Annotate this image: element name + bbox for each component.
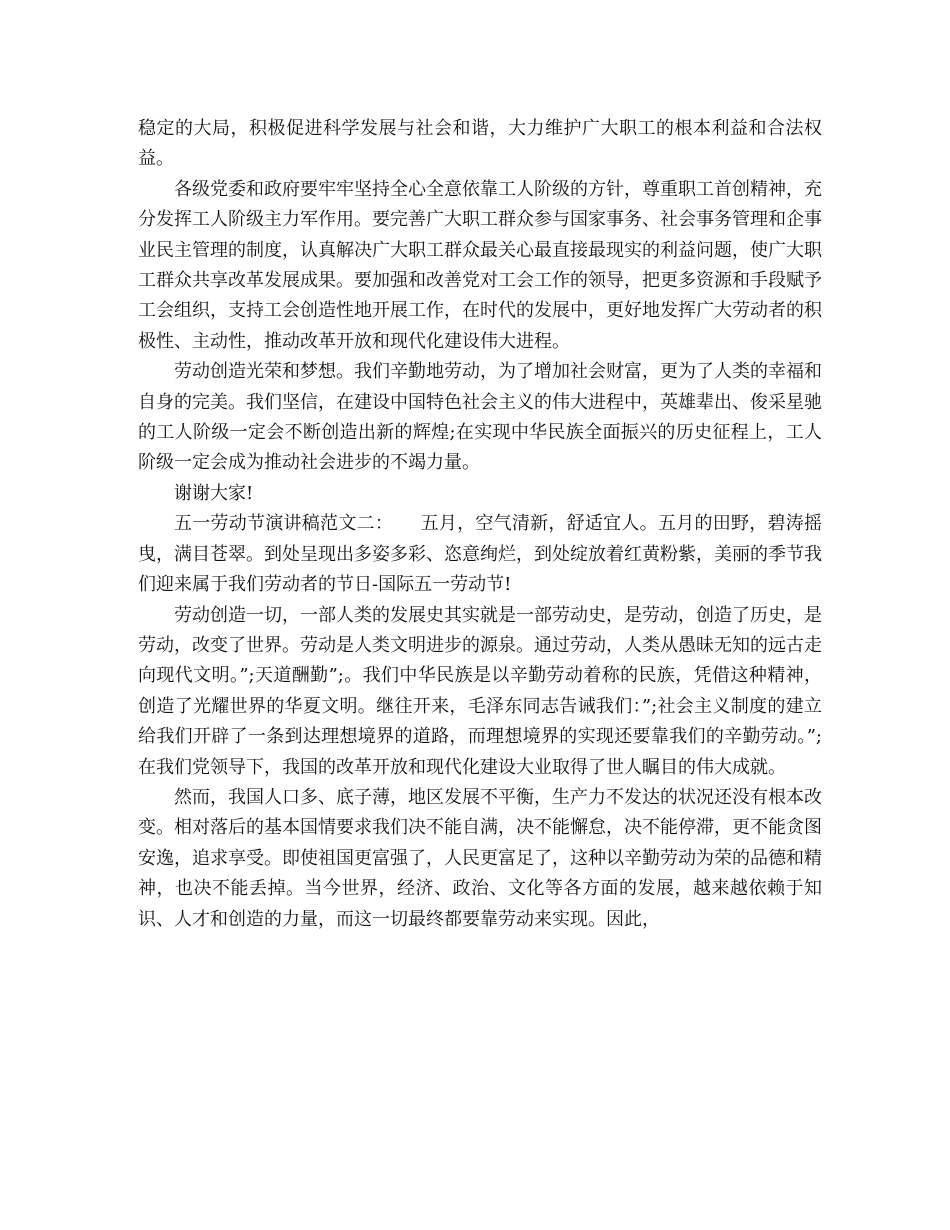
paragraph-thanks: 谢谢大家! [174,482,254,504]
paragraph: 各级党委和政府要牢牢坚持全心全意依靠工人阶级的方针，尊重职工首创精神，充分发挥工人阶级主力军作用。要完善广大职工群众参与国家事务、社会事务管理和企事业民主管理的制度，认真解决广大职工群众最关心最直接最现实的利益问题，使广大职工群众共享改革发展成果。要加强和改善党对工会工作的领导，把更多资源和手段赋予工会组织，支持工会创造性地开展工作，在时代的发展中，更好地发挥广大劳动者的积极性、主动性，推动改革开放和现代化建设伟大进程。 [138,178,822,352]
paragraph: 劳动创造光荣和梦想。我们辛勤地劳动，为了增加社会财富，更为了人类的幸福和自身的完美。我们坚信，在建设中国特色社会主义的伟大进程中，英雄辈出、俊采星驰的工人阶级一定会不断创造出新的辉煌;在实现中华民族全面振兴的历史征程上，工人阶级一定会成为推动社会进步的不竭力量。 [138,361,822,474]
document-body [138,114,822,935]
paragraph: 劳动创造一切，一部人类的发展史其实就是一部劳动史，是劳动，创造了历史，是劳动，改变了世界。劳动是人类文明进步的源泉。通过劳动，人类从愚昧无知的远古走向现代文明。”;天道酬勤”;。我们中华民族是以辛勤劳动着称的民族，凭借这种精神，创造了光耀世界的华夏文明。继往开来，毛泽东同志告诫我们：”;社会主义制度的建立给我们开辟了一条到达理想境界的道路，而理想境界的实现还要靠我们的辛勤劳动。”;在我们党领导下，我国的改革开放和现代化建设大业取得了世人瞩目的伟大成就。 [138,604,822,778]
paragraph-section-start: 五一劳动节演讲稿范文二： 五月，空气清新，舒适宜人。五月的田野，碧涛摇曳，满目苍翠。到处呈现出多姿多彩、恣意绚烂，到处绽放着红黄粉紫，美丽的季节我们迎来属于我们劳动者的节日-国际五一劳动节! [138,513,822,596]
paragraph-continuation: 稳定的大局，积极促进科学发展与社会和谐，大力维护广大职工的根本利益和合法权益。 [138,118,822,170]
paragraph: 然而，我国人口多、底子薄，地区发展不平衡，生产力不发达的状况还没有根本改变。相对落后的基本国情要求我们决不能自满，决不能懈怠，决不能停滞，更不能贪图安逸，追求享受。即使祖国更富强了，人民更富足了，这种以辛勤劳动为荣的品德和精神，也决不能丢掉。当今世界，经济、政治、文化等各方面的发展，越来越依赖于知识、人才和创造的力量，而这一切最终都要靠劳动来实现。因此， [138,786,822,930]
